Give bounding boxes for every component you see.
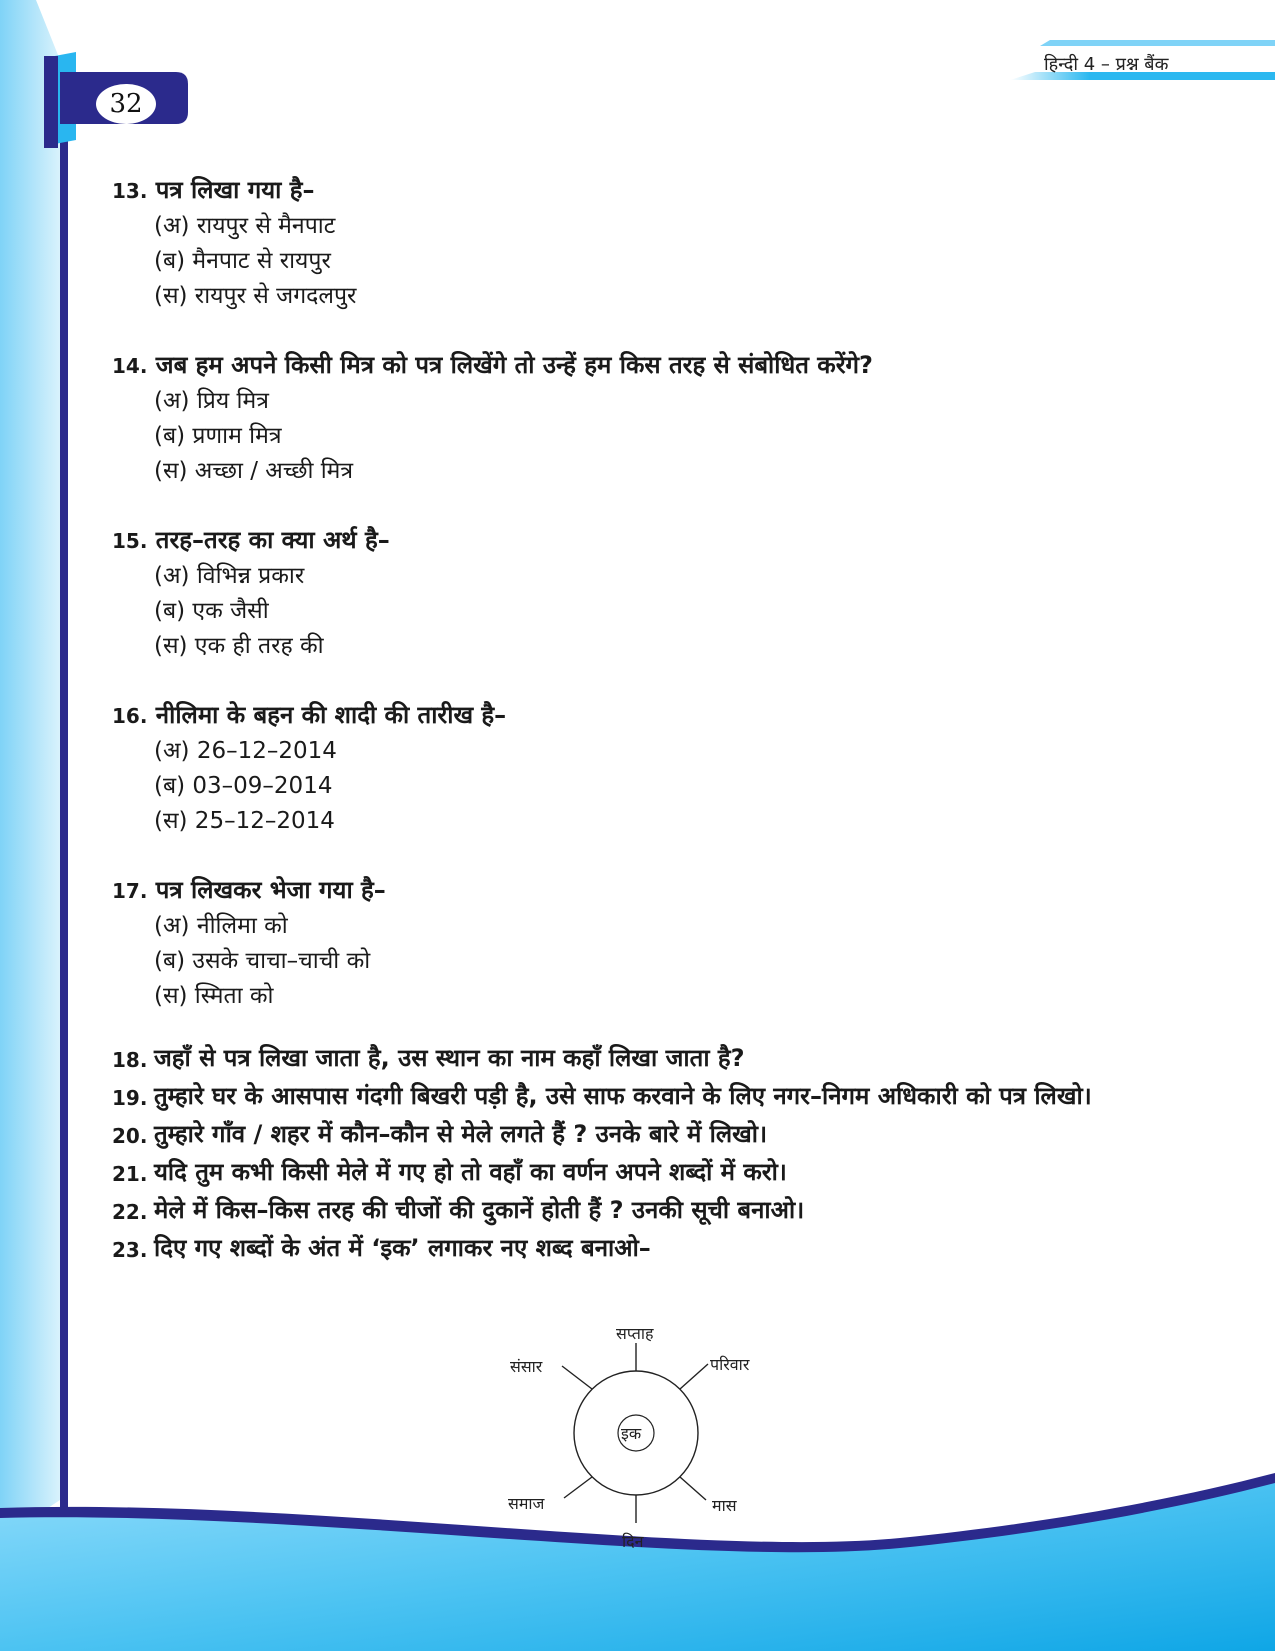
question-title [112, 347, 1172, 384]
question-content [112, 172, 1172, 1268]
wheel-word-bottom-right: मास [712, 1496, 737, 1515]
option-b: (ब) एक जैसी [154, 598, 269, 624]
question-title [112, 872, 1172, 909]
question-text: तुम्हारे घर के आसपास गंदगी बिखरी पड़ी है, उसे साफ करवाने के लिए नगर–निगम अधिकारी को पत्र लिखो। [154, 1082, 1092, 1110]
option-a: (अ) विभिन्न प्रकार [154, 563, 305, 589]
question-21 [112, 1154, 1172, 1192]
question-18 [112, 1040, 1172, 1078]
option-a: (अ) रायपुर से मैनपाट [154, 213, 336, 239]
question-text: जहाँ से पत्र लिखा जाता है, उस स्थान का नाम कहाँ लिखा जाता है? [154, 1044, 745, 1072]
option-a: (अ) प्रिय मित्र [154, 388, 269, 414]
wheel-word-bottom-left: समाज [508, 1494, 545, 1513]
option-c: (स) रायपुर से जगदलपुर [154, 283, 357, 309]
option-b: (ब) प्रणाम मित्र [154, 423, 282, 449]
question-number: 23. [112, 1238, 148, 1262]
option-b: (ब) 03–09–2014 [154, 773, 333, 799]
question-number: 16. [112, 704, 148, 728]
option-c: (स) 25–12–2014 [154, 808, 335, 834]
option-c: (स) स्मिता को [154, 983, 274, 1009]
question-text: मेले में किस–किस तरह की चीजों की दुकानें होती हैं ? उनकी सूची बनाओ। [154, 1196, 805, 1224]
option-b: (ब) मैनपाट से रायपुर [154, 248, 331, 274]
question-text: जब हम अपने किसी मित्र को पत्र लिखेंगे तो उन्हें हम किस तरह से संबोधित करेंगे? [155, 351, 873, 379]
question-text: तुम्हारे गाँव / शहर में कौन–कौन से मेले लगते हैं ? उनके बारे में लिखो। [154, 1120, 768, 1148]
question-number: 19. [112, 1086, 148, 1110]
question-22 [112, 1192, 1172, 1230]
option-b: (ब) उसके चाचा–चाची को [154, 948, 371, 974]
option-c: (स) अच्छा / अच्छी मित्र [154, 458, 354, 484]
wheel-word-top: सप्ताह [616, 1324, 654, 1343]
question-text: तरह–तरह का क्या अर्थ है– [155, 526, 390, 554]
question-17 [112, 872, 1172, 1014]
question-title [112, 522, 1172, 559]
question-number: 18. [112, 1048, 148, 1072]
question-16 [112, 697, 1172, 839]
question-13 [112, 172, 1172, 314]
question-15 [112, 522, 1172, 664]
question-text: दिए गए शब्दों के अंत में ‘इक’ लगाकर नए शब्द बनाओ– [154, 1234, 651, 1262]
book-title: हिन्दी 4 – प्रश्न बैंक [1044, 54, 1169, 75]
wheel-word-top-left: संसार [510, 1357, 543, 1376]
question-number: 15. [112, 529, 148, 553]
question-title [112, 172, 1172, 209]
question-14 [112, 347, 1172, 489]
question-title [112, 697, 1172, 734]
question-number: 17. [112, 879, 148, 903]
option-c: (स) एक ही तरह की [154, 633, 324, 659]
question-text: नीलिमा के बहन की शादी की तारीख है– [155, 701, 507, 729]
question-number: 22. [112, 1200, 148, 1224]
question-number: 14. [112, 354, 148, 378]
wheel-word-top-right: परिवार [710, 1355, 750, 1374]
question-23 [112, 1230, 1172, 1268]
option-a: (अ) 26–12–2014 [154, 738, 337, 764]
question-text: पत्र लिखकर भेजा गया है– [155, 876, 386, 904]
question-19 [112, 1078, 1172, 1116]
question-number: 13. [112, 179, 148, 203]
question-20 [112, 1116, 1172, 1154]
option-a: (अ) नीलिमा को [154, 913, 288, 939]
question-number: 20. [112, 1124, 148, 1148]
question-number: 21. [112, 1162, 148, 1186]
question-text: यदि तुम कभी किसी मेले में गए हो तो वहाँ का वर्णन अपने शब्दों में करो। [154, 1158, 787, 1186]
wheel-center-label: इक [621, 1424, 642, 1443]
wheel-word-bottom: दिन [622, 1532, 644, 1551]
page-number: 32 [96, 84, 156, 124]
word-wheel-diagram [490, 1310, 790, 1560]
question-text: पत्र लिखा गया है– [155, 176, 315, 204]
